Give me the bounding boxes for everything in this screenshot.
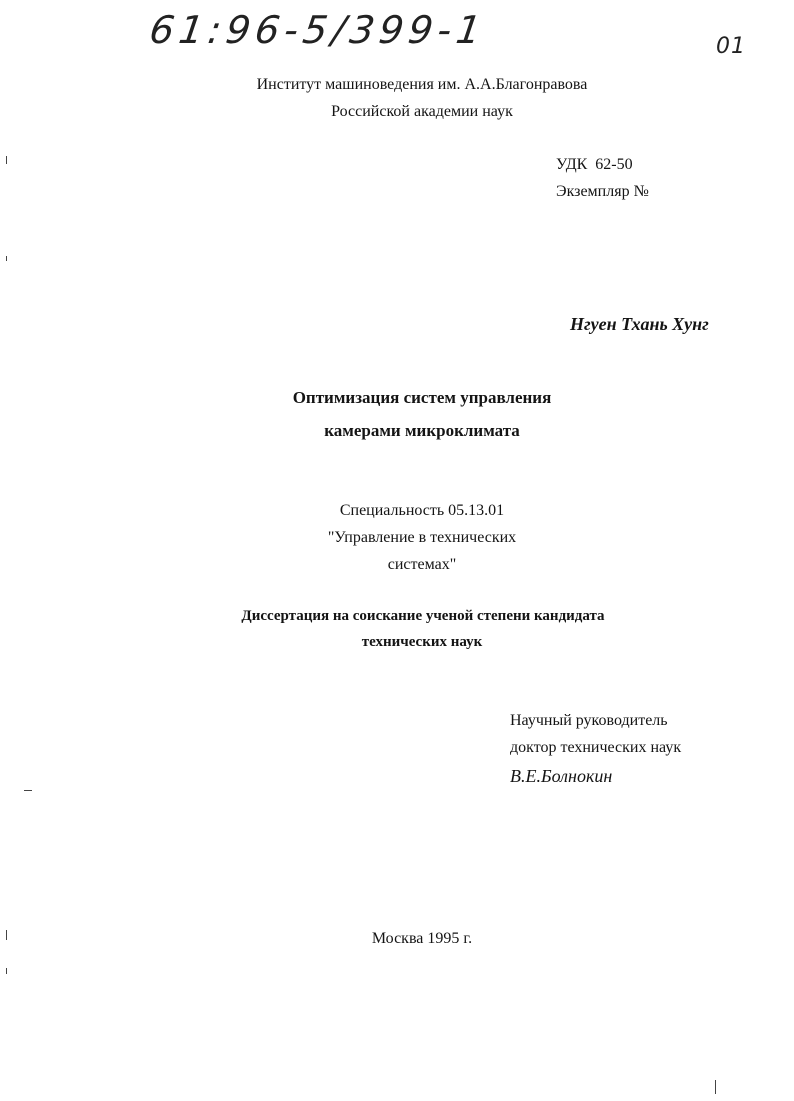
supervisor-degree: доктор технических наук	[510, 739, 682, 756]
author-name: Нгуен Тхань Хунг	[570, 314, 709, 334]
degree-statement-line2: технических наук	[361, 634, 483, 650]
institution-academy: Российской академии наук	[331, 103, 513, 120]
specialty-name-line1: "Управление в технических	[327, 529, 517, 546]
scan-artifact-mark	[715, 1080, 716, 1094]
scan-artifact-mark	[24, 790, 32, 791]
degree-statement-line1: Диссертация на соискание ученой степени кандидата	[241, 608, 605, 624]
handwritten-archive-code: 61:96-5/399-1	[146, 8, 489, 52]
scan-artifact-mark	[6, 930, 7, 940]
dissertation-title-line1: Оптимизация систем управления	[292, 388, 552, 407]
scan-artifact-mark	[6, 156, 7, 164]
specialty-code: Специальность 05.13.01	[339, 502, 505, 519]
dissertation-title-line2: камерами микроклимата	[324, 421, 520, 440]
copy-number-label: Экземпляр №	[556, 183, 649, 200]
place-and-year: Москва 1995 г.	[371, 930, 473, 947]
institution-name: Институт машиноведения им. А.А.Благонравова	[256, 76, 588, 93]
specialty-name-line2: системах"	[387, 556, 457, 573]
udc-code: УДК 62-50	[556, 156, 633, 173]
supervisor-name: В.Е.Болнокин	[510, 766, 613, 786]
handwritten-corner-mark: 01	[716, 34, 746, 59]
scan-artifact-mark	[6, 968, 7, 974]
supervisor-role: Научный руководитель	[510, 712, 668, 729]
scan-artifact-mark	[6, 256, 7, 261]
